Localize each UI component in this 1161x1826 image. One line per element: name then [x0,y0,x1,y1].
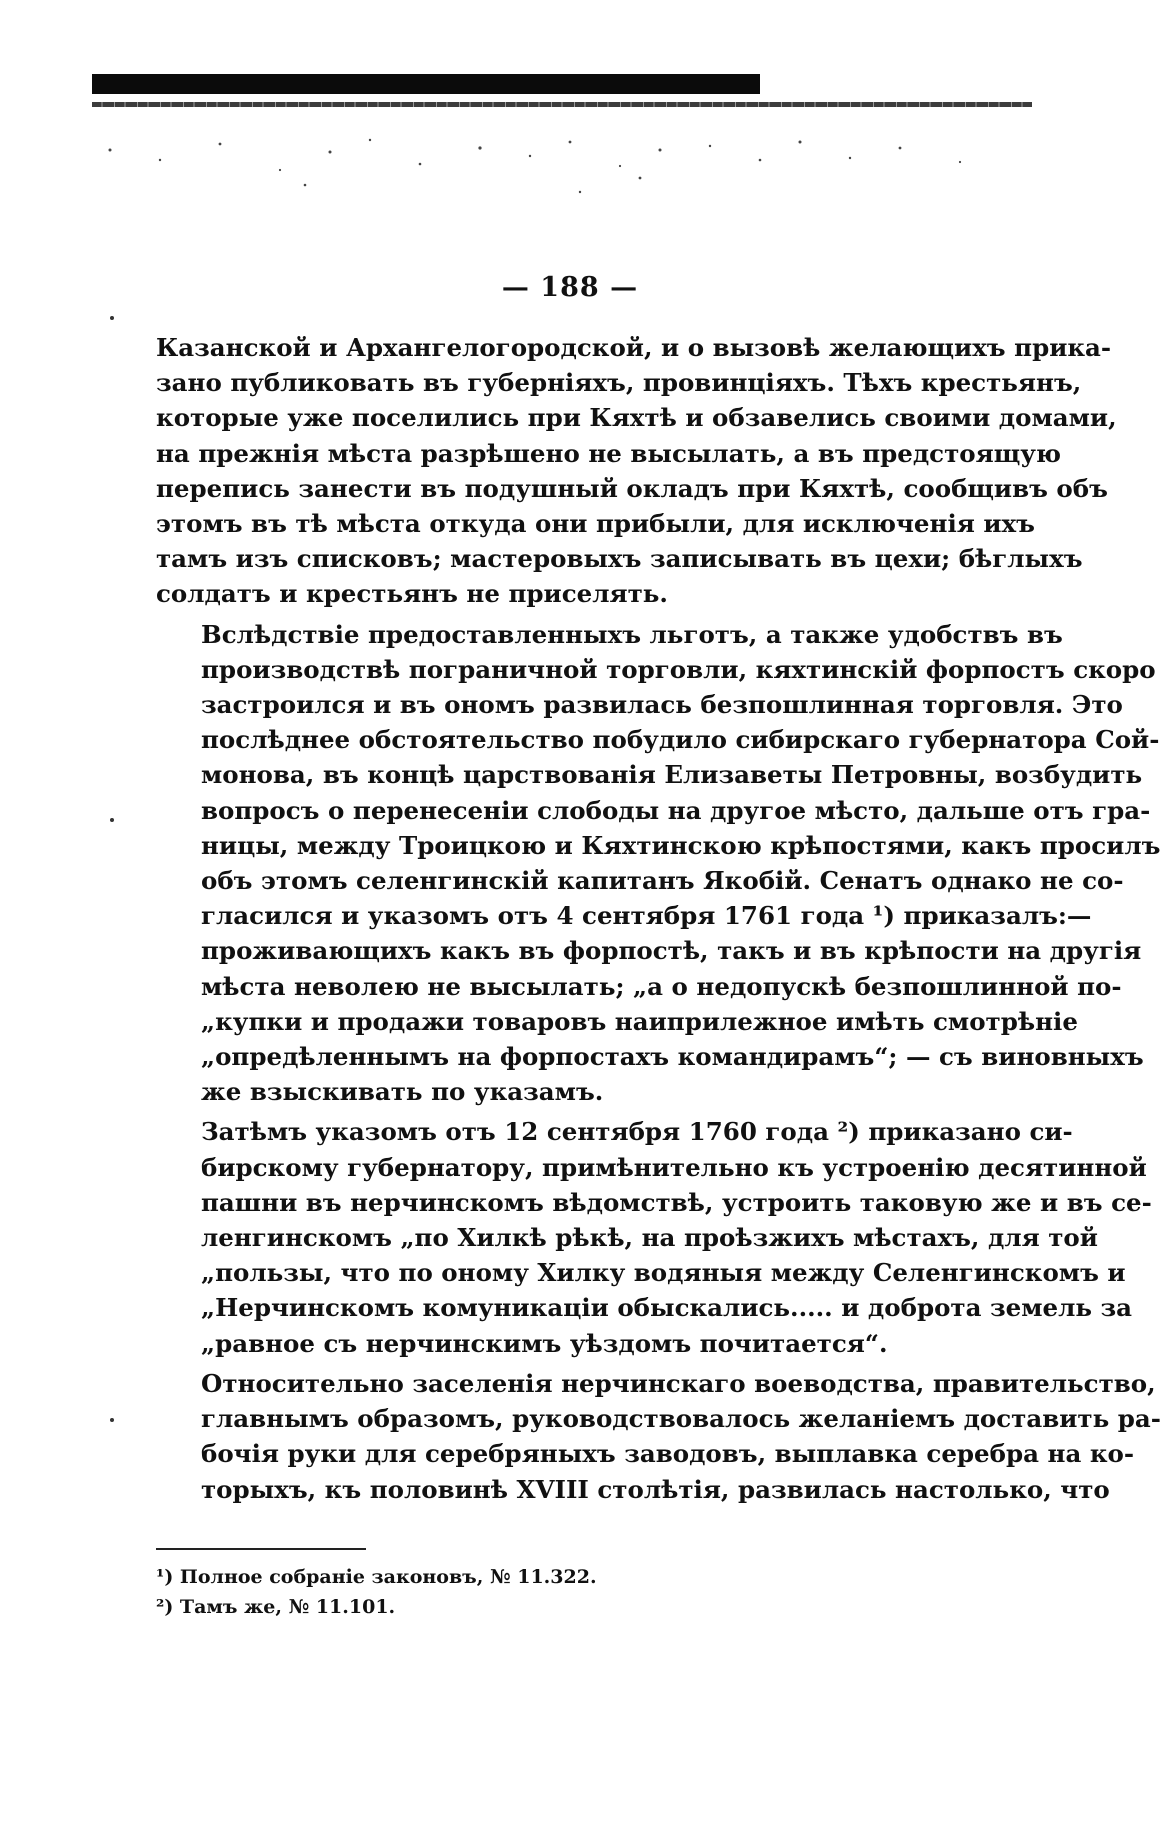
margin-mark [110,818,114,822]
text-line: послѣднее обстоятельство побудило сибирскаго губернатора Сой- [201,725,1160,755]
text-line: тамъ изъ списковъ; мастеровыхъ записывать въ цехи; бѣглыхъ [156,544,1083,574]
text-line: „пользы, что по оному Хилку водяныя между Селенгинскомъ и [201,1258,1126,1288]
scan-speckles [100,130,1000,210]
text-line: проживающихъ какъ въ форпостѣ, такъ и въ крѣпости на другія [201,936,1142,966]
text-line: производствѣ пограничной торговли, кяхтинскій форпостъ скоро [201,654,1156,684]
text-line: Затѣмъ указомъ отъ 12 сентября 1760 года ²) приказано си- [201,1117,1073,1147]
text-line: бирскому губернатору, примѣнительно къ устроенію десятинной [201,1152,1147,1182]
text-line: ницы, между Троицкою и Кяхтинскою крѣпостями, какъ просилъ [201,830,1161,860]
text-line: Относительно заселенія нерчинскаго воеводства, правительство, [201,1368,1156,1398]
text-line: мѣста неволею не высылать; „а о недопускѣ безпошлинной по- [201,971,1122,1001]
footnotes [156,1562,856,1622]
text-line: монова, въ концѣ царствованія Елизаветы Петровны, возбудить [201,760,1143,790]
text-line: „купки и продажи товаровъ наиприлежное имѣть смотрѣніе [201,1006,1078,1036]
text-line: которые уже поселились при Кяхтѣ и обзавелись своими домами, [156,403,1117,433]
margin-mark [110,316,114,320]
text-line: вопросъ о перенесеніи слободы на другое мѣсто, дальше отъ гра- [201,795,1151,825]
text-line: „Нерчинскомъ комуникаціи обыскались..... и доброта земель за [201,1293,1133,1323]
top-rule [92,102,1032,107]
text-line: перепись занести въ подушный окладъ при Кяхтѣ, сообщивъ объ [156,473,1108,503]
text-line: „равное съ нерчинскимъ уѣздомъ почитается“. [201,1328,888,1358]
footnote-rule [156,1548,366,1550]
text-line: этомъ въ тѣ мѣста откуда они прибыли, для исключенія ихъ [156,509,1035,539]
text-line: застроился и въ ономъ развилась безпошлинная торговля. Это [201,690,1123,720]
text-line: Казанской и Архангелогородской, и о вызовѣ желающихъ прика- [156,333,1112,362]
paragraph [156,330,1117,612]
text-line: солдатъ и крестьянъ не приселять. [156,579,668,609]
text-line: главнымъ образомъ, руководствовалось желаніемъ доставить ра- [201,1404,1161,1434]
text-line: ленгинскомъ „по Хилкѣ рѣкѣ, на проѣзжихъ мѣстахъ, для той [201,1223,1098,1253]
text-line: на прежнія мѣста разрѣшено не высылать, а въ предстоящую [156,438,1062,468]
text-line: бочія руки для серебряныхъ заводовъ, выплавка серебра на ко- [201,1439,1135,1469]
text-line: гласился и указомъ отъ 4 сентября 1761 года ¹) приказалъ:— [201,901,1092,931]
text-line: же взыскивать по указамъ. [201,1077,604,1107]
paragraph [156,1114,1152,1360]
margin-mark [110,1418,114,1422]
paragraph [156,617,1161,1110]
text-line: торыхъ, къ половинѣ XVIII столѣтія, развилась настолько, что [201,1474,1110,1504]
text-line: „опредѣленнымъ на форпостахъ командирамъ“; — съ виновныхъ [201,1042,1144,1072]
text-line: пашни въ нерчинскомъ вѣдомствѣ, устроить таковую же и въ се- [201,1187,1152,1217]
top-black-bar [92,74,760,94]
body-text [156,330,1161,1512]
page-number: — 188 — [501,272,639,303]
footnote-1: ¹) Полное собраніе законовъ, № 11.322. [156,1566,597,1588]
paragraph [156,1366,1161,1507]
text-line: зано публиковать въ губерніяхъ, провинціяхъ. Тѣхъ крестьянъ, [156,368,1082,398]
text-line: Вслѣдствіе предоставленныхъ льготъ, а также удобствъ въ [201,619,1063,649]
text-line: объ этомъ селенгинскій капитанъ Якобій. Сенатъ однако не со- [201,866,1124,896]
footnote-2: ²) Тамъ же, № 11.101. [156,1596,396,1618]
